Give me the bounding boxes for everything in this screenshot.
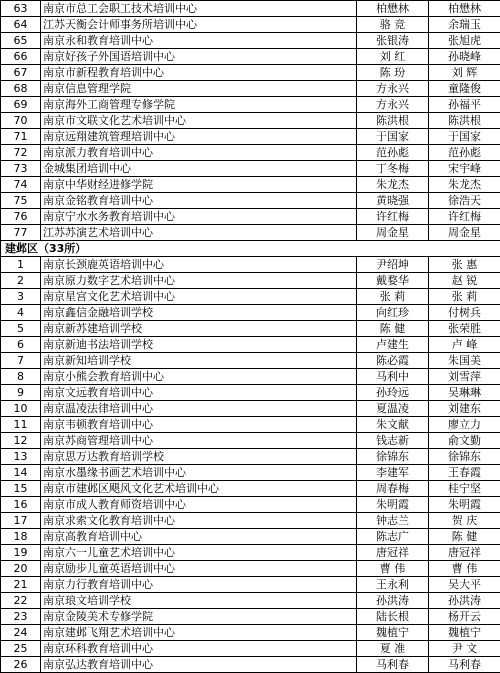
institution-name: 南京求索文化教育培训中心 [41,513,357,529]
row-number: 73 [1,161,41,177]
institution-name: 南京派力教育培训中心 [41,145,357,161]
row-number: 72 [1,145,41,161]
section-a-rows [1,1,500,241]
institution-name: 南京新苏建培训学校 [41,321,357,337]
institution-name: 南京原力数字艺术培训中心 [41,273,357,289]
legal-representative: 朱文献 [357,417,429,433]
table-row [1,209,500,225]
legal-representative: 卢建生 [357,337,429,353]
institution-name: 南京金铭教育培训中心 [41,193,357,209]
institution-name: 南京思万达教育培训学校 [41,449,357,465]
section-header [1,241,500,257]
institution-name: 南京金陵美术专修学院 [41,609,357,625]
legal-representative: 曹 伟 [357,561,429,577]
institution-name: 江苏苏演艺术培训中心 [41,225,357,241]
institution-name: 南京远翔建筑管理培训中心 [41,129,357,145]
table-row [1,289,500,305]
legal-representative: 钱志新 [357,433,429,449]
table-row [1,353,500,369]
institution-name: 南京环科教育培训中心 [41,641,357,657]
legal-representative: 尹绍坤 [357,257,429,273]
row-number: 14 [1,465,41,481]
institution-name: 南京琅文培训学校 [41,593,357,609]
legal-representative: 黄晓强 [357,193,429,209]
table-row [1,17,500,33]
row-number: 69 [1,97,41,113]
row-number: 18 [1,529,41,545]
principal: 刘建东 [429,401,500,417]
table-row [1,145,500,161]
table-row [1,97,500,113]
row-number: 21 [1,577,41,593]
table-row [1,177,500,193]
table-row [1,641,500,657]
table-row [1,369,500,385]
principal: 范孙彪 [429,145,500,161]
principal: 杨开云 [429,609,500,625]
principal: 徐锦东 [429,449,500,465]
institution-name: 南京力行教育培训中心 [41,577,357,593]
principal: 余瑞玉 [429,17,500,33]
principal: 张 莉 [429,289,500,305]
table-row [1,337,500,353]
table-row [1,273,500,289]
table-row [1,513,500,529]
table-row [1,49,500,65]
principal: 曹 伟 [429,561,500,577]
principal: 于国家 [429,129,500,145]
principal: 刘 辉 [429,65,500,81]
principal: 朱国美 [429,353,500,369]
principal: 唐冠祥 [429,545,500,561]
institution-name: 南京建邺飞翔艺术培训中心 [41,625,357,641]
institution-name: 南京市建邺区飓风文化艺术培训中心 [41,481,357,497]
principal: 王春霞 [429,465,500,481]
row-number: 4 [1,305,41,321]
row-number: 71 [1,129,41,145]
institution-name: 南京永和教育培训中心 [41,33,357,49]
institution-name: 南京市成人教育师资培训中心 [41,497,357,513]
row-number: 3 [1,289,41,305]
legal-representative: 向红珍 [357,305,429,321]
legal-representative: 马利春 [357,657,429,673]
row-number: 9 [1,385,41,401]
row-number: 12 [1,433,41,449]
institution-name: 南京长颈鹿英语培训中心 [41,257,357,273]
principal: 周金星 [429,225,500,241]
district-header-row [1,241,500,257]
legal-representative: 陈洪根 [357,113,429,129]
row-number: 77 [1,225,41,241]
table-row [1,481,500,497]
principal: 宋宇峰 [429,161,500,177]
row-number: 64 [1,17,41,33]
row-number: 66 [1,49,41,65]
table-row [1,561,500,577]
row-number: 20 [1,561,41,577]
legal-representative: 陈 健 [357,321,429,337]
row-number: 63 [1,1,41,17]
row-number: 6 [1,337,41,353]
principal: 孙福平 [429,97,500,113]
principal: 卢 峰 [429,337,500,353]
principal: 徐浩天 [429,193,500,209]
principal: 桂宁坚 [429,481,500,497]
legal-representative: 丁冬梅 [357,161,429,177]
table-row [1,193,500,209]
table-row [1,113,500,129]
legal-representative: 徐锦东 [357,449,429,465]
legal-representative: 李建军 [357,465,429,481]
row-number: 75 [1,193,41,209]
principal: 刘雪萍 [429,369,500,385]
row-number: 25 [1,641,41,657]
principal: 陈洪根 [429,113,500,129]
institution-name: 南京市新程教育培训中心 [41,65,357,81]
principal: 孙晓峰 [429,49,500,65]
table-row [1,321,500,337]
institution-name: 南京海外工商管理专修学院 [41,97,357,113]
principal: 马利春 [429,657,500,673]
row-number: 24 [1,625,41,641]
section-b-rows [1,257,500,673]
institution-name: 金城集团培训中心 [41,161,357,177]
row-number: 26 [1,657,41,673]
principal: 柏懋林 [429,1,500,17]
legal-representative: 范孙彪 [357,145,429,161]
row-number: 10 [1,401,41,417]
row-number: 74 [1,177,41,193]
legal-representative: 戴婺华 [357,273,429,289]
principal: 尹 文 [429,641,500,657]
row-number: 5 [1,321,41,337]
institution-name: 南京六一儿童艺术培训中心 [41,545,357,561]
principal: 赵 锐 [429,273,500,289]
legal-representative: 朱龙杰 [357,177,429,193]
row-number: 23 [1,609,41,625]
table-row [1,433,500,449]
principal: 廖立力 [429,417,500,433]
legal-representative: 夏 准 [357,641,429,657]
institution-name: 南京新知培训学校 [41,353,357,369]
row-number: 22 [1,593,41,609]
institution-name: 南京水墨缘书画艺术培训中心 [41,465,357,481]
principal: 吴琳琳 [429,385,500,401]
table-row [1,497,500,513]
table-row [1,257,500,273]
table-row [1,577,500,593]
row-number: 67 [1,65,41,81]
table-row [1,161,500,177]
table-row [1,81,500,97]
table-row [1,529,500,545]
legal-representative: 陈必霞 [357,353,429,369]
institution-name: 南京鑫信金融培训学校 [41,305,357,321]
principal: 张旭虎 [429,33,500,49]
legal-representative: 朱明霞 [357,497,429,513]
legal-representative: 骆 竞 [357,17,429,33]
legal-representative: 许红梅 [357,209,429,225]
legal-representative: 周金星 [357,225,429,241]
legal-representative: 陈 玢 [357,65,429,81]
legal-representative: 刘 红 [357,49,429,65]
table-row [1,33,500,49]
institution-name: 南京励步儿童英语培训中心 [41,561,357,577]
table-row [1,449,500,465]
legal-representative: 钟志兰 [357,513,429,529]
institution-name: 南京新迪书法培训学校 [41,337,357,353]
row-number: 15 [1,481,41,497]
table-row [1,545,500,561]
row-number: 11 [1,417,41,433]
row-number: 2 [1,273,41,289]
principal: 张荣胜 [429,321,500,337]
principal: 俞文勤 [429,433,500,449]
table-row [1,657,500,673]
table-row [1,305,500,321]
principal: 魏植宁 [429,625,500,641]
institution-name: 南京星宫文化艺术培训中心 [41,289,357,305]
table-row [1,609,500,625]
institution-name: 南京文远教育培训中心 [41,385,357,401]
principal: 许红梅 [429,209,500,225]
legal-representative: 孙玲远 [357,385,429,401]
institution-name: 南京苏商管理培训中心 [41,433,357,449]
row-number: 19 [1,545,41,561]
table-row [1,417,500,433]
table-row [1,465,500,481]
table-row [1,225,500,241]
row-number: 76 [1,209,41,225]
institution-name: 南京宁水水务教育培训中心 [41,209,357,225]
institution-name: 江苏天衡会计师事务所培训中心 [41,17,357,33]
legal-representative: 王永利 [357,577,429,593]
row-number: 8 [1,369,41,385]
legal-representative: 柏懋林 [357,1,429,17]
principal: 陈 健 [429,529,500,545]
institution-name: 南京高教育培训中心 [41,529,357,545]
legal-representative: 魏植宁 [357,625,429,641]
legal-representative: 方永兴 [357,81,429,97]
legal-representative: 张 莉 [357,289,429,305]
table-row [1,625,500,641]
principal: 朱龙杰 [429,177,500,193]
institution-name: 南京好孩子外国语培训中心 [41,49,357,65]
table-row [1,401,500,417]
legal-representative: 张银涛 [357,33,429,49]
principal: 孙洪涛 [429,593,500,609]
legal-representative: 陆长根 [357,609,429,625]
institution-name: 南京韦顿教育培训中心 [41,417,357,433]
principal: 付树兵 [429,305,500,321]
institution-name: 南京弘达教育培训中心 [41,657,357,673]
legal-representative: 马利中 [357,369,429,385]
legal-representative: 孙洪涛 [357,593,429,609]
row-number: 70 [1,113,41,129]
legal-representative: 周春梅 [357,481,429,497]
legal-representative: 方永兴 [357,97,429,113]
row-number: 16 [1,497,41,513]
institution-name: 南京中华财经进修学院 [41,177,357,193]
row-number: 7 [1,353,41,369]
principal: 张 惠 [429,257,500,273]
institution-name: 南京市文联文化艺术培训中心 [41,113,357,129]
table-row [1,1,500,17]
institution-name: 南京温凌法律培训中心 [41,401,357,417]
legal-representative: 于国家 [357,129,429,145]
institution-name: 南京信息管理学院 [41,81,357,97]
table-row [1,65,500,81]
principal: 童隆俊 [429,81,500,97]
legal-representative: 夏温凌 [357,401,429,417]
row-number: 13 [1,449,41,465]
table-row [1,385,500,401]
district-title: 建邺区（33所） [1,241,500,257]
legal-representative: 唐冠祥 [357,545,429,561]
principal: 贺 庆 [429,513,500,529]
row-number: 68 [1,81,41,97]
row-number: 17 [1,513,41,529]
table-row [1,129,500,145]
row-number: 1 [1,257,41,273]
legal-representative: 陈志广 [357,529,429,545]
principal: 朱明霞 [429,497,500,513]
institution-name: 南京市总工会职工技术培训中心 [41,1,357,17]
row-number: 65 [1,33,41,49]
principal: 吴大平 [429,577,500,593]
institution-name: 南京小熊会教育培训中心 [41,369,357,385]
